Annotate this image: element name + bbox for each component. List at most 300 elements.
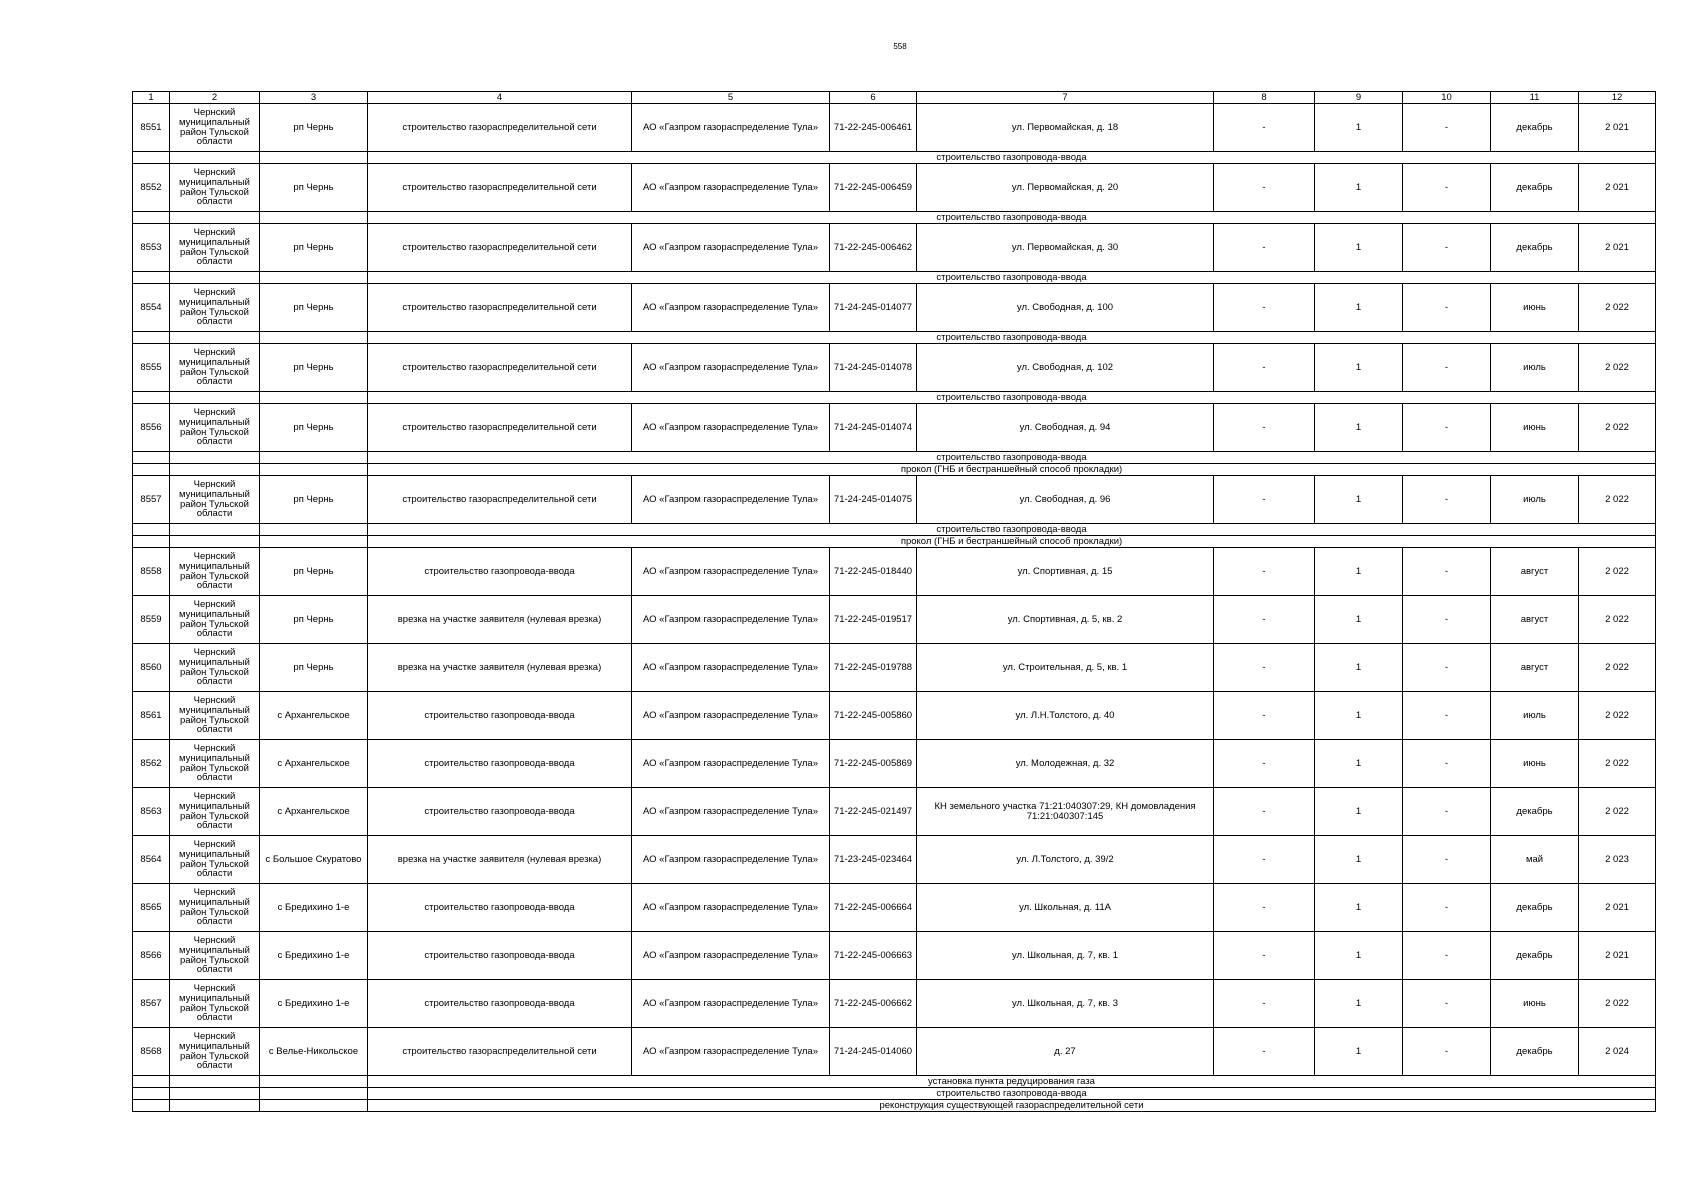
col10-cell: - [1403,344,1491,392]
month-cell: декабрь [1491,224,1579,272]
col8-cell: - [1214,932,1315,980]
organization-cell: АО «Газпром газораспределение Тула» [632,164,830,212]
data-table [132,91,1656,1112]
organization-cell: АО «Газпром газораспределение Тула» [632,980,830,1028]
settlement-cell: с Большое Скуратово [260,836,368,884]
col8-cell: - [1214,164,1315,212]
blank-cell [133,452,170,464]
organization-cell: АО «Газпром газораспределение Тула» [632,884,830,932]
col10-cell: - [1403,164,1491,212]
year-cell: 2 022 [1579,788,1656,836]
application-code-cell: 71-22-245-006662 [830,980,917,1028]
table-row [133,1028,1656,1076]
month-cell: июнь [1491,980,1579,1028]
settlement-cell: рп Чернь [260,476,368,524]
address-cell: ул. Спортивная, д. 15 [917,548,1214,596]
year-cell: 2 021 [1579,164,1656,212]
col8-cell: - [1214,980,1315,1028]
blank-cell [170,1076,260,1088]
subtask-row [133,452,1656,464]
blank-cell [260,1100,368,1112]
work-type-cell: строительство газопровода-ввода [368,932,632,980]
col10-cell: - [1403,788,1491,836]
organization-cell: АО «Газпром газораспределение Тула» [632,596,830,644]
row-number: 8563 [133,788,170,836]
subtask-description: реконструкция существующей газораспределительной сети [368,1100,1656,1112]
row-number: 8560 [133,644,170,692]
year-cell: 2 022 [1579,404,1656,452]
organization-cell: АО «Газпром газораспределение Тула» [632,224,830,272]
work-type-cell: врезка на участке заявителя (нулевая врезка) [368,836,632,884]
work-type-cell: врезка на участке заявителя (нулевая врезка) [368,596,632,644]
subtask-row [133,1100,1656,1112]
table-row [133,104,1656,152]
col8-cell: - [1214,884,1315,932]
district-cell: Чернский муниципальный район Тульской области [170,692,260,740]
year-cell: 2 022 [1579,596,1656,644]
subtask-description: строительство газопровода-ввода [368,332,1656,344]
address-cell: ул. Свободная, д. 96 [917,476,1214,524]
application-code-cell: 71-24-245-014078 [830,344,917,392]
row-number: 8552 [133,164,170,212]
blank-cell [133,212,170,224]
col9-cell: 1 [1315,596,1403,644]
year-cell: 2 021 [1579,104,1656,152]
col9-cell: 1 [1315,548,1403,596]
col8-cell: - [1214,404,1315,452]
work-type-cell: строительство газопровода-ввода [368,740,632,788]
settlement-cell: с Архангельское [260,788,368,836]
application-code-cell: 71-22-245-006462 [830,224,917,272]
address-cell: ул. Первомайская, д. 18 [917,104,1214,152]
organization-cell: АО «Газпром газораспределение Тула» [632,740,830,788]
year-cell: 2 022 [1579,980,1656,1028]
blank-cell [260,152,368,164]
subtask-row [133,536,1656,548]
application-code-cell: 71-22-245-018440 [830,548,917,596]
application-code-cell: 71-24-245-014075 [830,476,917,524]
month-cell: декабрь [1491,164,1579,212]
subtask-row [133,332,1656,344]
work-type-cell: строительство газопровода-ввода [368,980,632,1028]
subtask-row [133,1076,1656,1088]
month-cell: июль [1491,476,1579,524]
col8-cell: - [1214,104,1315,152]
blank-cell [133,464,170,476]
column-header: 7 [917,92,1214,104]
application-code-cell: 71-24-245-014060 [830,1028,917,1076]
col10-cell: - [1403,932,1491,980]
col10-cell: - [1403,692,1491,740]
col10-cell: - [1403,548,1491,596]
col9-cell: 1 [1315,692,1403,740]
address-cell: ул. Первомайская, д. 20 [917,164,1214,212]
year-cell: 2 022 [1579,284,1656,332]
subtask-description: строительство газопровода-ввода [368,212,1656,224]
settlement-cell: рп Чернь [260,224,368,272]
address-cell: ул. Молодежная, д. 32 [917,740,1214,788]
month-cell: август [1491,548,1579,596]
application-code-cell: 71-22-245-006459 [830,164,917,212]
col10-cell: - [1403,596,1491,644]
address-cell: ул. Свободная, д. 94 [917,404,1214,452]
district-cell: Чернский муниципальный район Тульской области [170,104,260,152]
organization-cell: АО «Газпром газораспределение Тула» [632,932,830,980]
blank-cell [133,272,170,284]
subtask-description: строительство газопровода-ввода [368,272,1656,284]
district-cell: Чернский муниципальный район Тульской области [170,404,260,452]
blank-cell [133,1076,170,1088]
month-cell: декабрь [1491,104,1579,152]
blank-cell [170,392,260,404]
work-type-cell: строительство газораспределительной сети [368,224,632,272]
work-type-cell: строительство газораспределительной сети [368,404,632,452]
col9-cell: 1 [1315,1028,1403,1076]
district-cell: Чернский муниципальный район Тульской области [170,548,260,596]
settlement-cell: рп Чернь [260,104,368,152]
work-type-cell: строительство газораспределительной сети [368,476,632,524]
table-row [133,788,1656,836]
blank-cell [170,332,260,344]
month-cell: июнь [1491,740,1579,788]
table-row [133,344,1656,392]
year-cell: 2 024 [1579,1028,1656,1076]
work-type-cell: строительство газораспределительной сети [368,104,632,152]
year-cell: 2 021 [1579,224,1656,272]
work-type-cell: строительство газораспределительной сети [368,284,632,332]
month-cell: декабрь [1491,932,1579,980]
row-number: 8556 [133,404,170,452]
column-header: 9 [1315,92,1403,104]
blank-cell [260,524,368,536]
blank-cell [260,272,368,284]
blank-cell [260,332,368,344]
subtask-description: строительство газопровода-ввода [368,392,1656,404]
application-code-cell: 71-22-245-005860 [830,692,917,740]
organization-cell: АО «Газпром газораспределение Тула» [632,548,830,596]
row-number: 8565 [133,884,170,932]
col9-cell: 1 [1315,476,1403,524]
subtask-row [133,464,1656,476]
col9-cell: 1 [1315,740,1403,788]
month-cell: июнь [1491,284,1579,332]
month-cell: август [1491,596,1579,644]
blank-cell [133,1088,170,1100]
organization-cell: АО «Газпром газораспределение Тула» [632,104,830,152]
application-code-cell: 71-24-245-014074 [830,404,917,452]
address-cell: ул. Школьная, д. 7, кв. 1 [917,932,1214,980]
district-cell: Чернский муниципальный район Тульской области [170,1028,260,1076]
blank-cell [133,536,170,548]
col10-cell: - [1403,740,1491,788]
address-cell: ул. Школьная, д. 11А [917,884,1214,932]
organization-cell: АО «Газпром газораспределение Тула» [632,1028,830,1076]
work-type-cell: строительство газораспределительной сети [368,1028,632,1076]
col8-cell: - [1214,740,1315,788]
table-row [133,476,1656,524]
month-cell: декабрь [1491,1028,1579,1076]
col8-cell: - [1214,284,1315,332]
row-number: 8557 [133,476,170,524]
header-row [133,92,1656,104]
table-row [133,836,1656,884]
year-cell: 2 021 [1579,932,1656,980]
address-cell: ул. Свободная, д. 102 [917,344,1214,392]
work-type-cell: строительство газопровода-ввода [368,788,632,836]
work-type-cell: строительство газопровода-ввода [368,692,632,740]
year-cell: 2 022 [1579,740,1656,788]
col9-cell: 1 [1315,164,1403,212]
district-cell: Чернский муниципальный район Тульской области [170,740,260,788]
subtask-description: установка пункта редуцирования газа [368,1076,1656,1088]
district-cell: Чернский муниципальный район Тульской области [170,836,260,884]
district-cell: Чернский муниципальный район Тульской области [170,476,260,524]
year-cell: 2 022 [1579,548,1656,596]
organization-cell: АО «Газпром газораспределение Тула» [632,644,830,692]
col8-cell: - [1214,476,1315,524]
table-row [133,548,1656,596]
organization-cell: АО «Газпром газораспределение Тула» [632,404,830,452]
column-header: 8 [1214,92,1315,104]
table-row [133,980,1656,1028]
month-cell: май [1491,836,1579,884]
row-number: 8561 [133,692,170,740]
work-type-cell: строительство газопровода-ввода [368,884,632,932]
year-cell: 2 022 [1579,644,1656,692]
col10-cell: - [1403,884,1491,932]
table-row [133,164,1656,212]
year-cell: 2 022 [1579,692,1656,740]
col9-cell: 1 [1315,788,1403,836]
table-row [133,644,1656,692]
blank-cell [170,464,260,476]
district-cell: Чернский муниципальный район Тульской области [170,284,260,332]
col9-cell: 1 [1315,644,1403,692]
organization-cell: АО «Газпром газораспределение Тула» [632,344,830,392]
table-row [133,692,1656,740]
subtask-description: строительство газопровода-ввода [368,1088,1656,1100]
subtask-row [133,272,1656,284]
month-cell: декабрь [1491,884,1579,932]
blank-cell [133,1100,170,1112]
blank-cell [133,152,170,164]
subtask-row [133,1088,1656,1100]
address-cell: ул. Школьная, д. 7, кв. 3 [917,980,1214,1028]
col9-cell: 1 [1315,404,1403,452]
col8-cell: - [1214,836,1315,884]
application-code-cell: 71-22-245-019788 [830,644,917,692]
blank-cell [260,212,368,224]
address-cell: ул. Л.Толстого, д. 39/2 [917,836,1214,884]
col8-cell: - [1214,788,1315,836]
blank-cell [170,452,260,464]
year-cell: 2 023 [1579,836,1656,884]
blank-cell [260,464,368,476]
column-header: 2 [170,92,260,104]
row-number: 8551 [133,104,170,152]
row-number: 8564 [133,836,170,884]
col9-cell: 1 [1315,836,1403,884]
address-cell: ул. Спортивная, д. 5, кв. 2 [917,596,1214,644]
blank-cell [170,212,260,224]
year-cell: 2 022 [1579,476,1656,524]
col8-cell: - [1214,548,1315,596]
application-code-cell: 71-22-245-006664 [830,884,917,932]
subtask-row [133,152,1656,164]
column-header: 12 [1579,92,1656,104]
organization-cell: АО «Газпром газораспределение Тула» [632,836,830,884]
month-cell: декабрь [1491,788,1579,836]
page-number: 558 [893,42,907,51]
application-code-cell: 71-24-245-014077 [830,284,917,332]
col8-cell: - [1214,1028,1315,1076]
row-number: 8558 [133,548,170,596]
settlement-cell: с Архангельское [260,692,368,740]
work-type-cell: врезка на участке заявителя (нулевая врезка) [368,644,632,692]
address-cell: д. 27 [917,1028,1214,1076]
blank-cell [170,524,260,536]
settlement-cell: с Бредихино 1-е [260,932,368,980]
subtask-description: прокол (ГНБ и бестраншейный способ прокладки) [368,536,1656,548]
district-cell: Чернский муниципальный район Тульской области [170,980,260,1028]
column-header: 11 [1491,92,1579,104]
col9-cell: 1 [1315,104,1403,152]
organization-cell: АО «Газпром газораспределение Тула» [632,284,830,332]
subtask-row [133,212,1656,224]
col8-cell: - [1214,692,1315,740]
district-cell: Чернский муниципальный район Тульской области [170,164,260,212]
district-cell: Чернский муниципальный район Тульской области [170,344,260,392]
settlement-cell: рп Чернь [260,284,368,332]
row-number: 8554 [133,284,170,332]
col9-cell: 1 [1315,884,1403,932]
row-number: 8568 [133,1028,170,1076]
col10-cell: - [1403,224,1491,272]
application-code-cell: 71-22-245-006663 [830,932,917,980]
col10-cell: - [1403,104,1491,152]
month-cell: июль [1491,692,1579,740]
address-cell: ул. Строительная, д. 5, кв. 1 [917,644,1214,692]
subtask-description: строительство газопровода-ввода [368,524,1656,536]
blank-cell [260,452,368,464]
col10-cell: - [1403,476,1491,524]
blank-cell [170,1088,260,1100]
subtask-row [133,392,1656,404]
table-row [133,224,1656,272]
settlement-cell: с Бредихино 1-е [260,884,368,932]
col8-cell: - [1214,344,1315,392]
col8-cell: - [1214,596,1315,644]
row-number: 8562 [133,740,170,788]
subtask-description: прокол (ГНБ и бестраншейный способ прокладки) [368,464,1656,476]
table-row [133,884,1656,932]
application-code-cell: 71-22-245-006461 [830,104,917,152]
table-row [133,932,1656,980]
subtask-description: строительство газопровода-ввода [368,152,1656,164]
table-row [133,284,1656,332]
column-header: 4 [368,92,632,104]
settlement-cell: рп Чернь [260,548,368,596]
column-header: 3 [260,92,368,104]
district-cell: Чернский муниципальный район Тульской области [170,596,260,644]
blank-cell [170,152,260,164]
blank-cell [170,272,260,284]
work-type-cell: строительство газопровода-ввода [368,548,632,596]
column-header: 1 [133,92,170,104]
address-cell: КН земельного участка 71:21:040307:29, КН домовладения 71:21:040307:145 [917,788,1214,836]
row-number: 8553 [133,224,170,272]
column-header: 10 [1403,92,1491,104]
organization-cell: АО «Газпром газораспределение Тула» [632,788,830,836]
column-header: 5 [632,92,830,104]
blank-cell [260,536,368,548]
col9-cell: 1 [1315,224,1403,272]
settlement-cell: рп Чернь [260,644,368,692]
month-cell: август [1491,644,1579,692]
column-header: 6 [830,92,917,104]
col10-cell: - [1403,284,1491,332]
col9-cell: 1 [1315,284,1403,332]
table-body [133,92,1656,1112]
district-cell: Чернский муниципальный район Тульской области [170,224,260,272]
district-cell: Чернский муниципальный район Тульской области [170,644,260,692]
application-code-cell: 71-23-245-023464 [830,836,917,884]
settlement-cell: рп Чернь [260,404,368,452]
table-row [133,596,1656,644]
row-number: 8555 [133,344,170,392]
col8-cell: - [1214,644,1315,692]
year-cell: 2 022 [1579,344,1656,392]
blank-cell [133,524,170,536]
settlement-cell: с Архангельское [260,740,368,788]
application-code-cell: 71-22-245-019517 [830,596,917,644]
settlement-cell: рп Чернь [260,596,368,644]
col10-cell: - [1403,644,1491,692]
work-type-cell: строительство газораспределительной сети [368,344,632,392]
district-cell: Чернский муниципальный район Тульской области [170,884,260,932]
application-code-cell: 71-22-245-005869 [830,740,917,788]
row-number: 8559 [133,596,170,644]
district-cell: Чернский муниципальный район Тульской области [170,932,260,980]
blank-cell [133,392,170,404]
month-cell: июль [1491,344,1579,392]
blank-cell [260,1088,368,1100]
blank-cell [170,1100,260,1112]
subtask-row [133,524,1656,536]
blank-cell [170,536,260,548]
subtask-description: строительство газопровода-ввода [368,452,1656,464]
blank-cell [260,392,368,404]
col10-cell: - [1403,404,1491,452]
settlement-cell: рп Чернь [260,164,368,212]
col10-cell: - [1403,836,1491,884]
blank-cell [133,332,170,344]
col8-cell: - [1214,224,1315,272]
table-row [133,404,1656,452]
settlement-cell: с Бредихино 1-е [260,980,368,1028]
settlement-cell: с Велье-Никольское [260,1028,368,1076]
organization-cell: АО «Газпром газораспределение Тула» [632,692,830,740]
col9-cell: 1 [1315,932,1403,980]
month-cell: июнь [1491,404,1579,452]
settlement-cell: рп Чернь [260,344,368,392]
row-number: 8567 [133,980,170,1028]
application-code-cell: 71-22-245-021497 [830,788,917,836]
col10-cell: - [1403,980,1491,1028]
organization-cell: АО «Газпром газораспределение Тула» [632,476,830,524]
year-cell: 2 021 [1579,884,1656,932]
work-type-cell: строительство газораспределительной сети [368,164,632,212]
